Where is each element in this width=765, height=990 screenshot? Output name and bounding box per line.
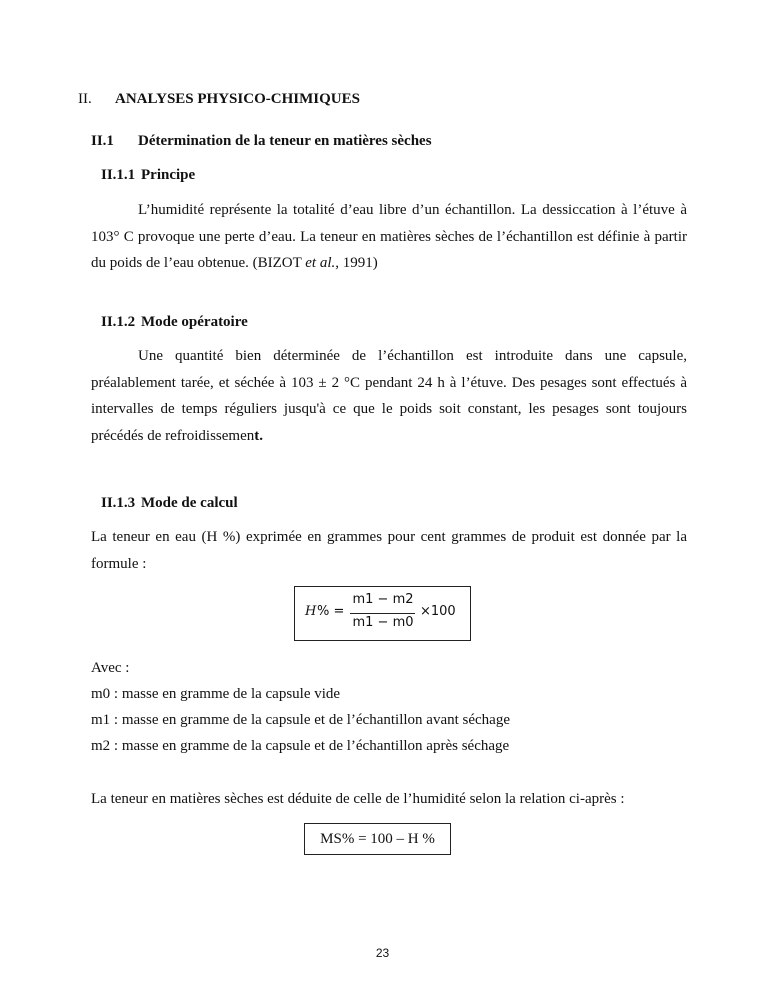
formula-multiplier: ×100 xyxy=(420,604,456,619)
formula-denominator: m1 − m0 xyxy=(352,615,414,630)
definition-m0: m0 : masse en gramme de la capsule vide xyxy=(91,686,341,702)
principe-number: II.1.1 xyxy=(101,167,136,183)
mode-operatoire-text-bold: t. xyxy=(254,427,264,444)
subsection-title: Détermination de la teneur en matières sèches xyxy=(138,133,432,149)
fraction-bar xyxy=(350,613,415,614)
ms-intro: La teneur en matières sèches est déduite de celle de l’humidité selon la relation ci-après : xyxy=(91,791,625,807)
principe-text-italic: et al. xyxy=(305,255,336,271)
mode-operatoire-paragraph xyxy=(91,343,687,449)
principe-text-end: , 1991) xyxy=(335,255,378,271)
mode-operatoire-title: Mode opératoire xyxy=(141,314,248,330)
mode-operatoire-text: Une quantité bien déterminée de l’échantillon est introduite dans une capsule, préalablement tarée, et séchée à 103 ± 2 °C pendant 24 h à l’étuve. Des pesages sont effectués à intervalles de temps réguliers jusqu'à ce que le poids soit constant, les pesages sont toujours précédés de refroidissemen xyxy=(91,348,687,444)
formula-lhs: % = xyxy=(317,604,345,619)
mode-operatoire-number: II.1.2 xyxy=(101,314,136,330)
formula-lhs-var: H xyxy=(305,604,317,619)
ms-formula-box: MS% = 100 – H % xyxy=(304,823,451,855)
mode-calcul-intro: La teneur en eau (H %) exprimée en grammes pour cent grammes de produit est donnée par la formule : xyxy=(91,529,687,572)
formula-numerator: m1 − m2 xyxy=(352,592,414,607)
avec-label: Avec : xyxy=(91,660,130,676)
principe-text: L’humidité représente la totalité d’eau libre d’un échantillon. La dessiccation à l’étuve à 103° C provoque une perte d’eau. La teneur en matières sèches de l’échantillon est définie à partir du poids de l’eau obtenue. (BIZOT xyxy=(91,202,687,271)
principe-paragraph xyxy=(91,197,687,277)
section-number: II. xyxy=(78,91,92,107)
mode-calcul-title: Mode de calcul xyxy=(141,495,238,511)
page-number: 23 xyxy=(375,946,390,960)
subsection-number: II.1 xyxy=(91,133,114,149)
section-title: ANALYSES PHYSICO-CHIMIQUES xyxy=(115,91,360,107)
humidity-formula-box xyxy=(294,586,471,641)
mode-calcul-number: II.1.3 xyxy=(101,495,136,511)
definition-m1: m1 : masse en gramme de la capsule et de l’échantillon avant séchage xyxy=(91,712,510,728)
definition-m2: m2 : masse en gramme de la capsule et de l’échantillon après séchage xyxy=(91,738,510,754)
principe-title: Principe xyxy=(141,167,196,183)
